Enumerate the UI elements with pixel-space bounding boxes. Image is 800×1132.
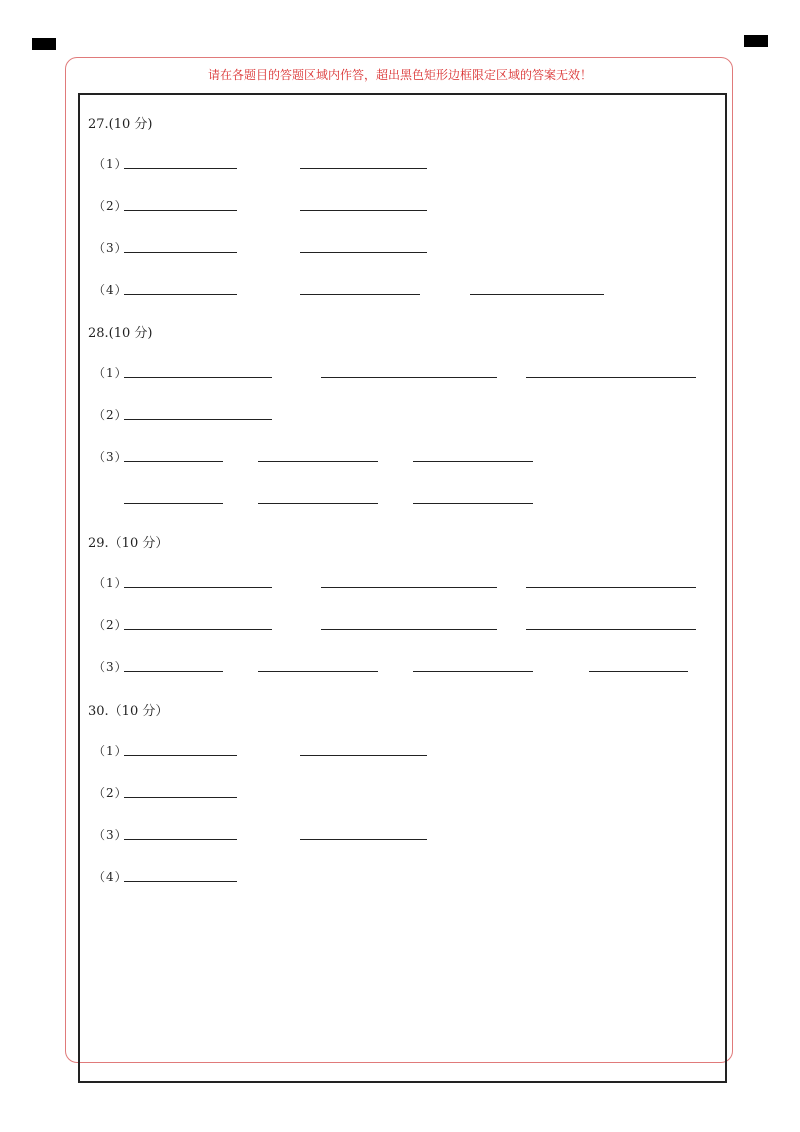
answer-blank[interactable] [300,839,427,840]
answer-blank[interactable] [321,629,497,630]
answer-blank[interactable] [526,587,696,588]
answer-blank[interactable] [124,671,223,672]
answer-blank[interactable] [124,503,223,504]
q30-part-2-label: （2） [93,786,128,800]
answer-blank[interactable] [124,881,237,882]
q27-part-4-label: （4） [93,283,128,297]
registration-mark-left [32,38,56,50]
registration-mark-right [744,35,768,47]
q30-part-3-label: （3） [93,828,128,842]
answer-blank[interactable] [124,419,272,420]
question-27-title: 27.(10 分) [88,117,153,132]
answer-blank[interactable] [124,629,272,630]
q28-part-1-label: （1） [93,366,128,380]
answer-blank[interactable] [470,294,604,295]
answer-blank[interactable] [124,252,237,253]
q28-part-2-label: （2） [93,408,128,422]
answer-blank[interactable] [526,629,696,630]
answer-area-notice: 请在各题目的答题区域内作答，超出黑色矩形边框限定区域的答案无效！ [207,68,592,82]
answer-blank[interactable] [124,755,237,756]
q29-part-2-label: （2） [93,618,128,632]
answer-blank[interactable] [300,294,420,295]
answer-blank[interactable] [300,755,427,756]
q27-part-3-label: （3） [93,241,128,255]
question-30-title: 30.（10 分） [88,704,169,719]
answer-blank[interactable] [258,461,378,462]
answer-blank[interactable] [258,671,378,672]
answer-blank[interactable] [124,377,272,378]
q30-part-4-label: （4） [93,870,128,884]
question-28-title: 28.(10 分) [88,326,153,341]
answer-blank[interactable] [258,503,378,504]
answer-blank[interactable] [589,671,688,672]
answer-blank[interactable] [124,210,237,211]
answer-blank[interactable] [413,461,533,462]
q27-part-1-label: （1） [93,157,128,171]
answer-blank[interactable] [124,294,237,295]
answer-blank[interactable] [124,461,223,462]
answer-blank[interactable] [300,252,427,253]
answer-box-border [78,93,727,1083]
answer-blank[interactable] [300,168,427,169]
answer-blank[interactable] [124,168,237,169]
q29-part-1-label: （1） [93,576,128,590]
answer-blank[interactable] [321,377,497,378]
q27-part-2-label: （2） [93,199,128,213]
answer-blank[interactable] [124,587,272,588]
question-29-title: 29.（10 分） [88,536,169,551]
answer-blank[interactable] [124,797,237,798]
answer-blank[interactable] [124,839,237,840]
answer-blank[interactable] [413,671,533,672]
answer-blank[interactable] [300,210,427,211]
answer-blank[interactable] [526,377,696,378]
answer-blank[interactable] [413,503,533,504]
answer-blank[interactable] [321,587,497,588]
q29-part-3-label: （3） [93,660,128,674]
q28-part-3-label: （3） [93,450,128,464]
q30-part-1-label: （1） [93,744,128,758]
